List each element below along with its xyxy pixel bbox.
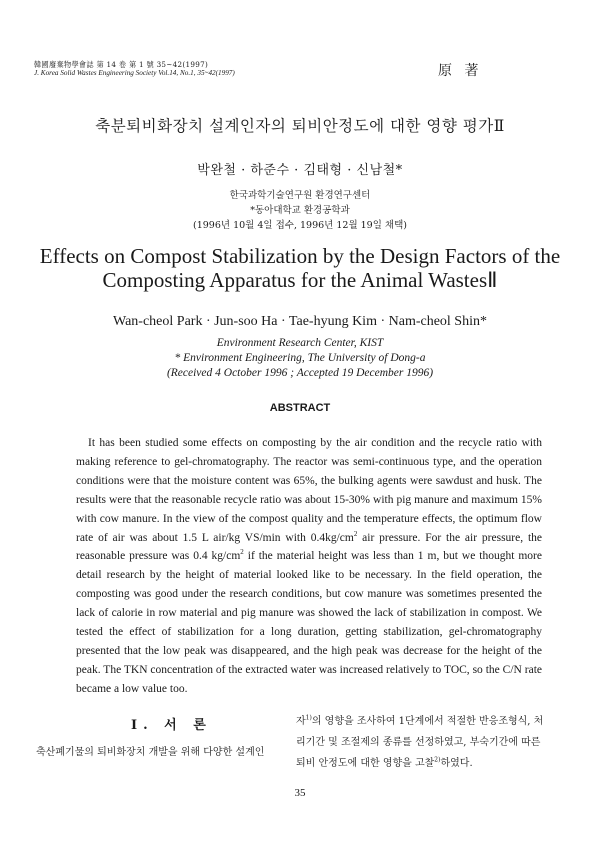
english-affiliation-1: Environment Research Center, KIST xyxy=(216,337,384,349)
section-heading-introduction: Ⅰ. 서 론 xyxy=(131,718,212,733)
right-column-text xyxy=(296,711,550,774)
abstract-heading: ABSTRACT xyxy=(269,402,331,414)
english-title-line-1: Effects on Compost Stabilization by the Design Factors of the xyxy=(39,244,561,268)
journal-korean-citation: 韓國廢棄物學會誌 第 14 卷 第 1 號 35~42(1997) xyxy=(34,60,209,69)
english-title-line-2: Composting Apparatus for the Animal WastesⅡ xyxy=(102,268,498,292)
left-column-text: 축산폐기물의 퇴비화장치 개발을 위해 다양한 설계인 xyxy=(36,747,265,758)
abstract-text-3: if the material height was less than 1 m, but we thought more detail research by the height of material looked like to be necessary. In the field operation, the composting was good under the research conditions, but cow manure was sometimes presented the lack of calorie in row material and pig manure was showed the lack of stabilization in compost. We tested the effect of stabilization for a long duration, getting stabilization, gel-chromatography presented that the low peak was disappeared, and the high peak was decrease for the height of the peak. The TKN concentration of the extracted water was increased relatively to TOC, so the C/N rate became a low value too. xyxy=(76,550,542,695)
journal-english-citation: J. Korea Solid Wastes Engineering Society Vol.14, No.1, 35~42(1997) xyxy=(34,69,235,77)
english-authors: Wan-cheol Park · Jun-soo Ha · Tae-hyung Kim · Nam-cheol Shin* xyxy=(113,314,487,329)
received-accepted-dates-korean: (1996년 10월 4일 접수, 1996년 12월 19일 채택) xyxy=(192,220,407,231)
article-type-badge: 原 著 xyxy=(438,63,483,79)
abstract-superscript-2: 2 xyxy=(240,548,244,557)
abstract-text-1: It has been studied some effects on composting by the air condition and the recycle ratio with making reference to gel-chromatography. The reactor was semi-continuous type, and the operation conditions were that the moisture content was 65%, the bulking agents were sawdust and husk. The results were that the reasonable recycle ratio was about 15-30% with pig manure and maximum 15% with cow manure. In the view of the compost quality and the temperature effects, the optimum flow rate of air was about 1.5 L air/kg VS/min with 0.4kg/cm xyxy=(76,437,542,544)
korean-title: 축분퇴비화장치 설계인자의 퇴비안정도에 대한 영향 평가Ⅱ xyxy=(95,117,505,135)
english-title xyxy=(0,244,600,292)
abstract-superscript-1: 2 xyxy=(353,529,358,538)
right-column-text-b: 의 영향을 조사하여 1단계에서 적절한 반응조형식, 처리기간 및 조절제의 종류를 선정하였고, 부숙기간에 따른 퇴비 안정도에 대한 영향을 고찰 xyxy=(296,716,544,769)
journal-citation xyxy=(34,60,235,78)
reference-2-superscript: 2) xyxy=(434,756,441,764)
english-affiliation-2: * Environment Engineering, The University of Dong-a xyxy=(174,352,426,364)
right-column-text-a: 자 xyxy=(296,716,306,727)
abstract-body xyxy=(76,434,542,699)
abstract-text-2: air pressure. For the air pressure, the reasonable pressure was 0.4 kg/cm xyxy=(76,531,542,563)
korean-authors: 박완철 · 하준수 · 김태형 · 신남철* xyxy=(197,163,403,178)
korean-affiliation-2: *동아대학교 환경공학과 xyxy=(250,205,350,216)
page-number: 35 xyxy=(294,787,306,799)
korean-affiliation-1: 한국과학기술연구원 환경연구센터 xyxy=(229,190,371,201)
received-accepted-dates-english: (Received 4 October 1996 ; Accepted 19 December 1996) xyxy=(166,367,434,379)
reference-1-superscript: 1) xyxy=(305,714,312,722)
right-column-text-c: 하였다. xyxy=(440,758,473,769)
